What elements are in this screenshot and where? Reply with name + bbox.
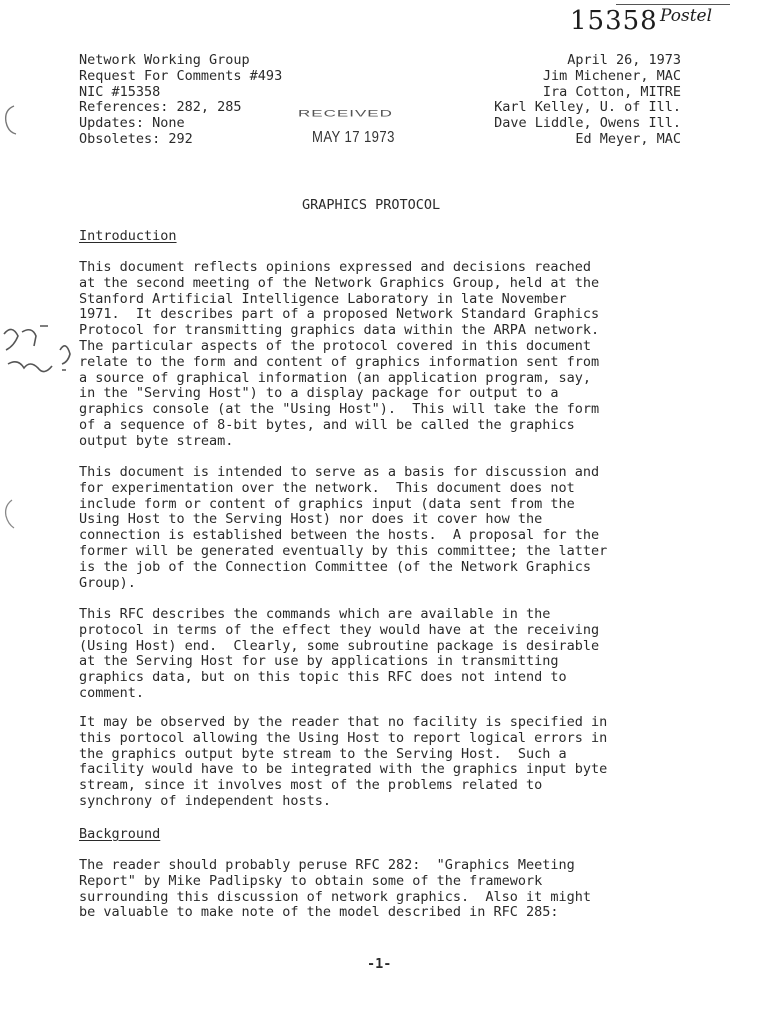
margin-bracket-mark [0, 496, 20, 536]
text-line: relate to the form and content of graphics information sent from [79, 353, 600, 370]
margin-bracket-mark [0, 100, 24, 140]
text-line: The reader should probably peruse RFC 282: "Graphics Meeting [79, 857, 575, 873]
text-line: at the second meeting of the Network Graphics Group, held at the [79, 274, 600, 291]
text-line: in the "Serving Host") to a display package for output to a [79, 385, 559, 402]
header-left-line: NIC #15358 [79, 83, 161, 100]
text-line: (Using Host) end. Clearly, some subroutine package is desirable [79, 637, 600, 654]
paragraph [79, 607, 689, 702]
paragraph [79, 260, 689, 450]
section-heading-background: Background [79, 826, 161, 842]
text-line: be valuable to make note of the model described in RFC 285: [79, 904, 559, 921]
text-line: It may be observed by the reader that no facility is specified in [79, 714, 608, 730]
header-left-line: Request For Comments #493 [79, 67, 283, 84]
section-heading-introduction: Introduction [79, 228, 177, 244]
header-right-line: Dave Liddle, Owens Ill. [494, 115, 681, 132]
text-line: a source of graphical information (an application program, say, [79, 369, 592, 386]
text-line: stream, since it involves most of the problems related to [79, 777, 543, 794]
paragraph [79, 465, 689, 591]
text-line: 1971. It describes part of a proposed Network Standard Graphics [79, 306, 600, 323]
text-line: at the Serving Host for use by applications in transmitting [79, 653, 559, 670]
text-line: comment. [79, 684, 145, 701]
text-line: Group). [79, 574, 136, 591]
header-right-line: April 26, 1973 [567, 52, 681, 68]
text-line: This document reflects opinions expressed and decisions reached [79, 259, 592, 275]
text-line: Stanford Artificial Intelligence Laboratory in late November [79, 290, 567, 307]
document-title: GRAPHICS PROTOCOL [302, 197, 441, 213]
scan-edge-line [616, 4, 730, 5]
header-right-line: Jim Michener, MAC [542, 67, 681, 84]
text-line: the graphics output byte stream to the Serving Host. Such a [79, 745, 567, 762]
received-stamp-text: RECEIVED [298, 108, 393, 119]
text-line: connection is established between the hosts. A proposal for the [79, 527, 600, 544]
header-right-line: Ira Cotton, MITRE [542, 83, 681, 100]
text-line: Report" by Mike Padlipsky to obtain some of the framework [79, 872, 543, 889]
header-left-line: Network Working Group [79, 52, 250, 68]
page-number: -1- [367, 956, 392, 972]
text-line: surrounding this discussion of network graphics. Also it might [79, 888, 592, 905]
text-line: graphics console (at the "Using Host"). This will take the form [79, 401, 600, 418]
header-right-line: Karl Kelley, U. of Ill. [494, 99, 681, 116]
handwritten-document-number: 15358 [570, 6, 658, 36]
header-left-line: Obsoletes: 292 [79, 130, 193, 147]
text-line: This RFC describes the commands which are available in the [79, 606, 551, 622]
header-right-block [494, 53, 681, 148]
handwritten-annotation: Postel [660, 6, 713, 26]
text-line: protocol in terms of the effect they would have at the receiving [79, 621, 600, 638]
header-left-block [79, 53, 282, 148]
header-left-line: Updates: None [79, 115, 185, 132]
text-line: for experimentation over the network. This document does not [79, 479, 575, 496]
text-line: of a sequence of 8-bit bytes, and will be called the graphics [79, 416, 575, 433]
text-line: facility would have to be integrated with the graphics input byte [79, 761, 608, 778]
text-line: this portocol allowing the Using Host to report logical errors in [79, 729, 608, 746]
paragraph [79, 858, 689, 921]
header-right-line: Ed Meyer, MAC [575, 130, 681, 147]
text-line: Using Host to the Serving Host) nor does it cover how the [79, 511, 543, 528]
margin-scribble-mark [0, 320, 80, 400]
text-line: Protocol for transmitting graphics data within the ARPA network. [79, 322, 600, 339]
text-line: output byte stream. [79, 432, 234, 449]
text-line: include form or content of graphics input (data sent from the [79, 495, 575, 512]
text-line: This document is intended to serve as a basis for discussion and [79, 464, 600, 480]
text-line: graphics data, but on this topic this RFC does not intend to [79, 669, 567, 686]
text-line: former will be generated eventually by this committee; the latter [79, 542, 608, 559]
text-line: is the job of the Connection Committee (of the Network Graphics [79, 558, 592, 575]
text-line: The particular aspects of the protocol covered in this document [79, 337, 592, 354]
header-left-line: References: 282, 285 [79, 99, 242, 116]
paragraph [79, 715, 689, 810]
received-stamp-date: MAY 17 1973 [312, 129, 395, 146]
text-line: synchrony of independent hosts. [79, 792, 331, 809]
